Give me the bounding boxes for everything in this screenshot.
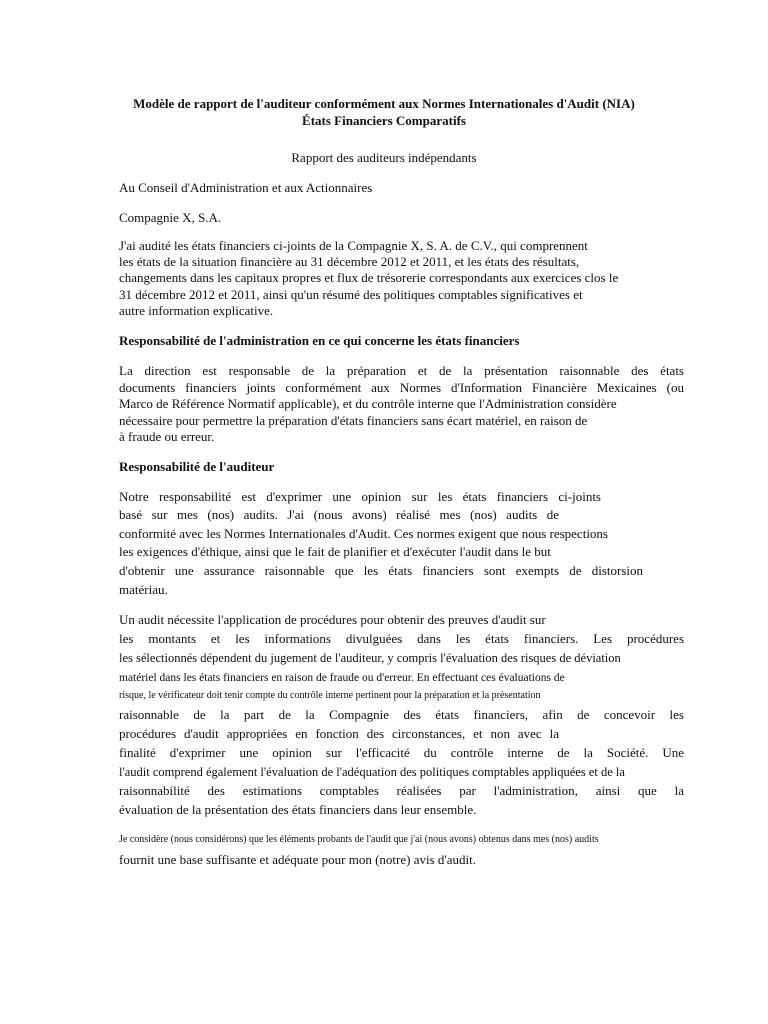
section2-line: basé sur mes (nos) audits. J'ai (nous avons) réalisé mes (nos) audits de xyxy=(119,507,559,522)
section2-line: matériau. xyxy=(119,582,168,597)
section3-line: l'audit comprend également l'évaluation de l'adéquation des politiques comptables appliquées et de la xyxy=(119,765,625,779)
section-heading-auditor: Responsabilité de l'auditeur xyxy=(119,459,275,474)
section4-line: Je considère (nous considérons) que les éléments probants de l'audit que j'ai (nous avons) obtenus dans mes (nos) audits xyxy=(119,834,599,845)
section2-line: conformité avec les Normes Internationales d'Audit. Ces normes exigent que nous respections xyxy=(119,526,608,541)
section2-line: d'obtenir une assurance raisonnable que les états financiers sont exempts de distorsion xyxy=(119,563,643,578)
document-subtitle: Rapport des auditeurs indépendants xyxy=(291,150,477,165)
section3-line: Un audit nécessite l'application de procédures pour obtenir des preuves d'audit sur xyxy=(119,612,546,627)
section1-line: documents financiers joints conformément aux Normes d'Information Financière Mexicaines (ou xyxy=(119,380,684,395)
section1-line: à fraude ou erreur. xyxy=(119,429,215,444)
section3-line: risque, le vérificateur doit tenir compte du contrôle interne pertinent pour la préparation et la présentation xyxy=(119,690,541,701)
section1-line: La direction est responsable de la préparation et de la présentation raisonnable des états xyxy=(119,363,684,378)
section2-line: Notre responsabilité est d'exprimer une opinion sur les états financiers ci-joints xyxy=(119,489,601,504)
intro-line: les états de la situation financière au 31 décembre 2012 et 2011, et les états des résultats, xyxy=(119,254,580,269)
intro-line: J'ai audité les états financiers ci-joints de la Compagnie X, S. A. de C.V., qui comprennent xyxy=(119,238,588,253)
section3-line: les sélectionnés dépendent du jugement de l'auditeur, y compris l'évaluation des risques de déviation xyxy=(119,651,621,665)
intro-line: changements dans les capitaux propres et flux de trésorerie correspondants aux exercices clos le xyxy=(119,270,619,285)
intro-line: 31 décembre 2012 et 2011, ainsi qu'un résumé des politiques comptables significatives et xyxy=(119,287,583,302)
section3-line: matériel dans les états financiers en raison de fraude ou d'erreur. En effectuant ces évaluations de xyxy=(119,672,565,684)
company-name: Compagnie X, S.A. xyxy=(119,210,222,225)
section2-line: les exigences d'éthique, ainsi que le fait de planifier et d'exécuter l'audit dans le but xyxy=(119,544,551,559)
intro-line: autre information explicative. xyxy=(119,303,274,318)
section-heading-management: Responsabilité de l'administration en ce qui concerne les états financiers xyxy=(119,333,520,348)
section3-line: raisonnabilité des estimations comptables réalisées par l'administration, ainsi que la xyxy=(119,783,684,798)
section3-line: finalité d'exprimer une opinion sur l'efficacité du contrôle interne de la Société. Une xyxy=(119,745,684,760)
section1-line: nécessaire pour permettre la préparation d'états financiers sans écart matériel, en raison de xyxy=(119,413,588,428)
section1-line: Marco de Référence Normatif applicable), et du contrôle interne que l'Administration considère xyxy=(119,396,617,411)
section3-line: raisonnable de la part de la Compagnie des états financiers, afin de concevoir les xyxy=(119,707,684,722)
document-title-line-2: États Financiers Comparatifs xyxy=(302,113,466,128)
section3-line: procédures d'audit appropriées en fonction des circonstances, et non avec la xyxy=(119,726,559,741)
section3-line: évaluation de la présentation des états financiers dans leur ensemble. xyxy=(119,802,477,817)
addressee: Au Conseil d'Administration et aux Actionnaires xyxy=(119,180,373,195)
document-title-line-1: Modèle de rapport de l'auditeur conformément aux Normes Internationales d'Audit (NIA) xyxy=(133,96,635,111)
section3-line: les montants et les informations divulguées dans les états financiers. Les procédures xyxy=(119,631,684,646)
section4-line: fournit une base suffisante et adéquate pour mon (notre) avis d'audit. xyxy=(119,852,476,867)
